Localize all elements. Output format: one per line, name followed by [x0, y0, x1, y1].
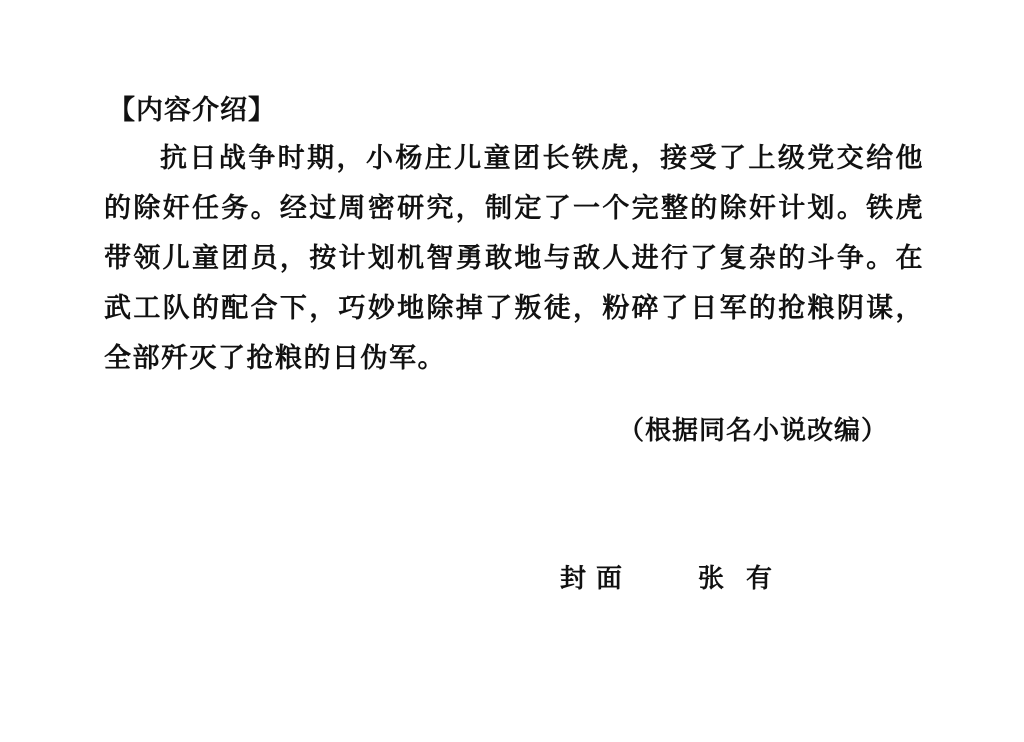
section-heading: 【内容介绍】 [108, 95, 276, 126]
synopsis-paragraph: 抗日战争时期，小杨庄儿童团长铁虎，接受了上级党交给他的除奸任务。经过周密研究，制定了一个完整的除奸计划。铁虎带领儿童团员，按计划机智勇敢地与敌人进行了复杂的斗争。在武工队的配合下，巧妙地除掉了叛徒，粉碎了日军的抢粮阴谋，全部歼灭了抢粮的日伪军。 [104, 143, 924, 374]
credit-role-label: 封面 [560, 564, 633, 594]
credit-person-name: 张有 [698, 564, 795, 594]
adaptation-note: （根据同名小说改编） [617, 416, 888, 446]
credits-line [560, 558, 794, 595]
